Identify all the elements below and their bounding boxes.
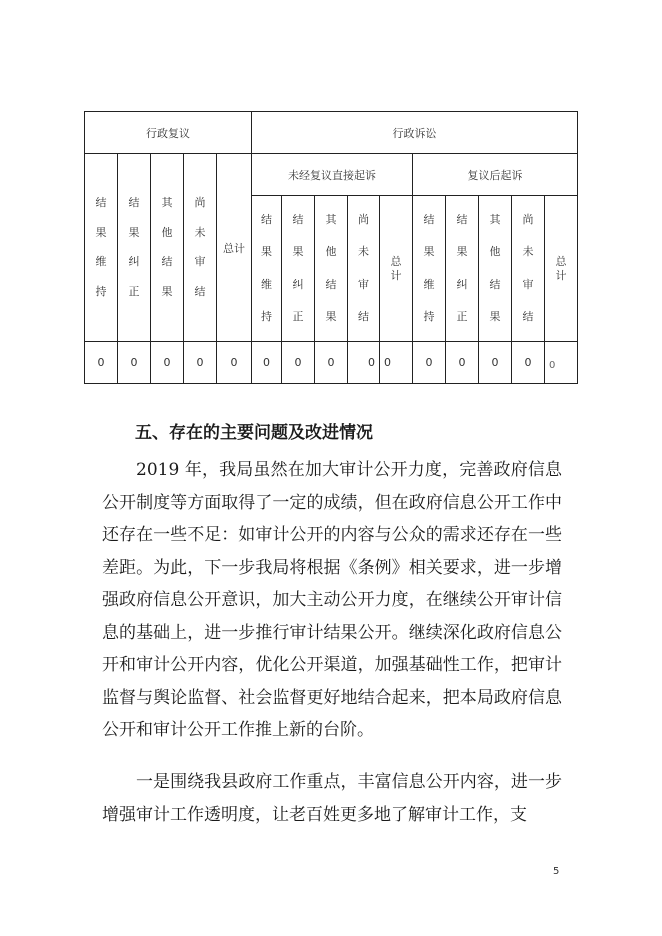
table-cell: 0 <box>545 342 578 384</box>
table-cell: 0 <box>282 342 315 384</box>
col-direct-pending: 尚 未 审 结 <box>348 196 380 342</box>
section-heading: 五、存在的主要问题及改进情况 <box>135 423 373 443</box>
body-paragraph: 2019 年，我局虽然在加大审计公开力度，完善政府信息公开制度等方面取得了一定的成绩，但在政府信息公开工作中还存在一些不足：如审计公开的内容与公众的需求还存在一些差距。为此，下一步我局将根据《条例》相关要求，进一步增强政府信息公开意识，加大主动公开力度，在继续公开审计信息的基础上，进一步推行审计结果公开。继续深化政府信息公开和审计公开内容，优化公开渠道，加强基础性工作，把审计监督与舆论监督、社会监督更好地结合起来，把本局政府信息公开和审计公开工作推上新的台阶。 <box>102 460 562 740</box>
col-after-total: 总 计 <box>545 196 578 342</box>
col-direct-upheld: 结 果 维 持 <box>252 196 282 342</box>
col-after-pending: 尚 未 审 结 <box>512 196 545 342</box>
col-review-upheld: 结 果 维 持 <box>85 154 118 342</box>
table-cell: 0 <box>512 342 545 384</box>
col-direct-total: 总 计 <box>380 196 413 342</box>
table-cell: 0 <box>413 342 446 384</box>
col-after-upheld: 结 果 维 持 <box>413 196 446 342</box>
col-review-pending: 尚 未 审 结 <box>184 154 217 342</box>
table-cell: 0 <box>118 342 151 384</box>
header-direct-suit: 未经复议直接起诉 <box>252 154 413 196</box>
col-after-corrected: 结 果 纠 正 <box>446 196 479 342</box>
header-admin-review: 行政复议 <box>85 112 252 154</box>
col-direct-other: 其 他 结 果 <box>315 196 348 342</box>
table-cell: 0 <box>151 342 184 384</box>
col-after-other: 其 他 结 果 <box>479 196 512 342</box>
page-number: 5 <box>553 866 560 877</box>
table-cell: 0 <box>252 342 282 384</box>
table-cell: 0 <box>380 342 413 384</box>
col-review-total: 总计 <box>217 154 252 342</box>
table-cell: 0 <box>217 342 252 384</box>
table-cell: 0 <box>446 342 479 384</box>
statistics-table <box>84 111 578 384</box>
table-cell: 0 <box>184 342 217 384</box>
table-cell: 0 <box>479 342 512 384</box>
col-direct-corrected: 结 果 纠 正 <box>282 196 315 342</box>
body-paragraph: 一是围绕我县政府工作重点，丰富信息公开内容，进一步增强审计工作透明度，让老百姓更多地了解审计工作，支 <box>102 772 562 825</box>
table-cell: 0 <box>348 342 380 384</box>
table-cell: 0 <box>85 342 118 384</box>
col-review-corrected: 结 果 纠 正 <box>118 154 151 342</box>
col-review-other: 其 他 结 果 <box>151 154 184 342</box>
header-admin-litigation: 行政诉讼 <box>252 112 578 154</box>
table-cell: 0 <box>315 342 348 384</box>
header-suit-after-review: 复议后起诉 <box>413 154 578 196</box>
